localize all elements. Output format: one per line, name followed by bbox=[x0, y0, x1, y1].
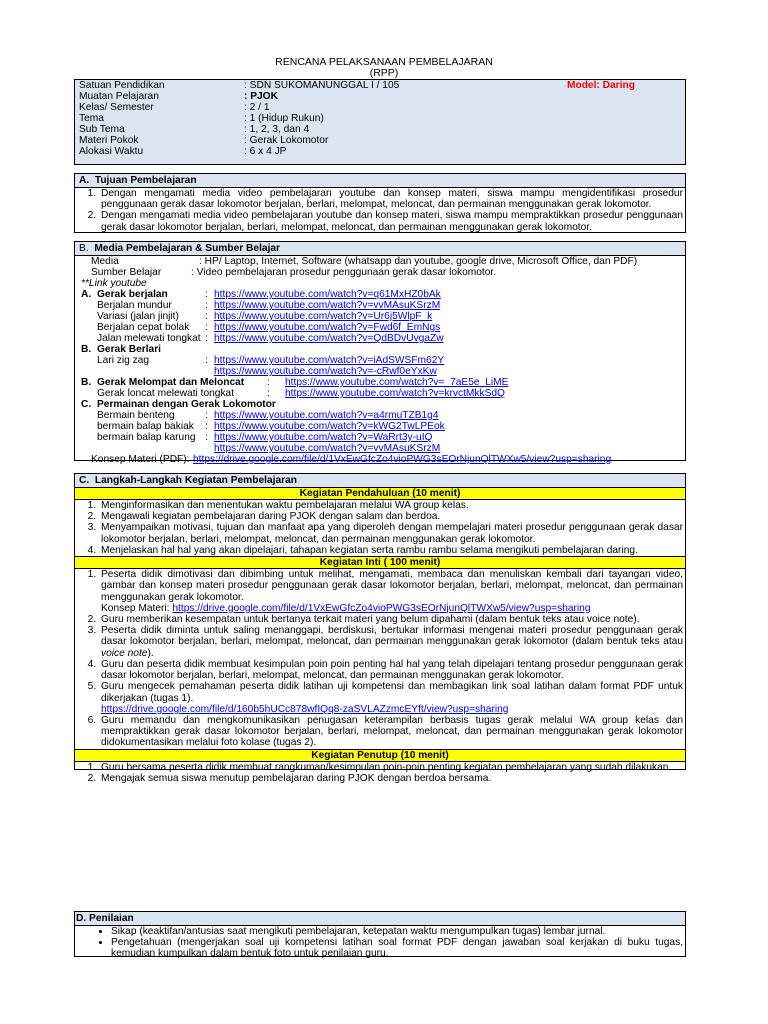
document-subtitle: (RPP) bbox=[369, 67, 399, 79]
group-title: Permainan dengan Gerak Lokomotor bbox=[97, 399, 276, 410]
list-item: 3. Menyampaikan motivasi, tujuan dan manfaat apa yang diperoleh dengan mempelajari materi prosedur penggunaan gerak dasar lokomotor berjalan, berlari, melompat, meloncat, dan permainan menggunakan gerak lokomotor. bbox=[99, 522, 683, 544]
section-penilaian bbox=[74, 911, 686, 960]
youtube-link[interactable]: https://www.youtube.com/watch?v=kWG2TwLPEok bbox=[214, 421, 445, 432]
identity-row bbox=[79, 146, 559, 157]
list-item: 2. Dengan mengamati media video pembelajaran youtube dan konsep materi, siswa mampu mempraktikkan prosedur penggunaan gerak dasar lokomotor berjalan, berlari, melompat, meloncat, dan permainan menggunakan gerak lokomotor. bbox=[99, 210, 683, 232]
list-item: 3. Peserta didik diminta untuk saling menanggapi, berdiskusi, bertukar informasi mengenai materi prosedur penggunaan gerak dasar lokomotor berjalan, berlari, melompat, meloncat, dan permainan menggunakan gerak lokomotor (dalam bentuk teks atau voice note). bbox=[99, 625, 683, 659]
identity-label: Satuan Pendidikan bbox=[79, 80, 165, 91]
pendahuluan-list bbox=[75, 500, 685, 556]
list-item: 1. Peserta didik dimotivasi dan dibimbing untuk melihat, mengamati, membaca dan menuliskan kembali dari tayangan video, gambar dan konsep materi prosedur penggunaan gerak dasar lokomotor berjalan, berlari, melompat, meloncat, dan permainan menggunakan gerak lokomotor. Konsep Materi: https://drive.google.com/file/d/1VxEwGfcZo4vioPWG3sEOrNjunQlTWXw5/view?usp=sharing bbox=[99, 569, 683, 614]
list-item: 2. Mengajak semua siswa menutup pembelajaran daring PJOK dengan berdoa bersama. bbox=[99, 773, 683, 784]
section-media-heading: B. Media Pembelajaran & Sumber Belajar bbox=[75, 242, 685, 256]
youtube-link[interactable]: https://www.youtube.com/watch?v=vvMAsuKSrzM bbox=[214, 300, 441, 311]
list-item: 5. Guru mengecek pemahaman peserta didik latihan uji kompetensi dan membagikan link soal latihan dalam format PDF untuk dikerjakan (tugas 1). https://drive.google.com/file/d/160b5hUCc878wfIQq8-zaSVLAZzmcEYft/view?usp=sharing bbox=[99, 681, 683, 715]
konsep-label: Konsep Materi (PDF): bbox=[91, 454, 190, 465]
penilaian-list bbox=[75, 926, 685, 960]
section-tujuan bbox=[74, 173, 686, 233]
list-item: 1. Guru bersama peserta didik membuat rangkuman/kesimpulan poin-poin penting kegiatan pembelajaran yang sudah dilakukan. bbox=[99, 762, 683, 773]
youtube-link[interactable]: https://www.youtube.com/watch?v=Fwd6f_EmNgs bbox=[214, 322, 441, 333]
identity-label: Muatan Pelajaran bbox=[79, 91, 159, 102]
pendahuluan-heading: Kegiatan Pendahuluan (10 menit) bbox=[75, 487, 685, 500]
identity-box bbox=[74, 79, 686, 165]
document-title: RENCANA PELAKSANAAN PEMBELAJARAN bbox=[275, 56, 493, 68]
section-media: B. Media Pembelajaran & Sumber Belajar Media : HP/ Laptop, Internet, Software (whatsapp dan youtube, google drive, Microsoft Office, dan PDF) Sumber Belajar : Video pembelajaran prosedur penggunaan gerak dasar lokomotor. **Link youtube A. Gerak berjalan : https://www.youtube.com/watch?v=q61MxHZ0bAk Berjalan mundur : https://www.youtube.com/watch?v=vvMAsuKSrzM Variasi (jalan jinjit) : https://www.youtube.com/watch?v=Ur6j5WlpF_k Berjalan cepat bolak : https://www.youtube.com/watch?v=Fwd6f_EmNgs Jalan melewati tongkat : https://www.youtube.com/watch?v=QdBDvUvgaZw B. Gerak Berlari Lari zig zag : https://www.youtube.com/watch?v=iAdSWSFm62Y https://www.youtube.com/watch?v=-cRwf0eYxKw B. Gerak Melompat dan Meloncat : https://www.youtube.com/watch?v=_7aE5e_LiME Gerak loncat melewati tongkat : https://www.youtube.com/watch?v=krvctMkkSdQ C. Permainan dengan Gerak Lokomotor Bermain benteng : https://www.youtube.com/watch?v=a4rmuTZB1g4 bermain balap bakiak : https://www.youtube.com/watch?v=kWG2TwLPEok bermain balap karung : https://www.youtube.com/watch?v=WaRrt3y-uIQ https://www.youtube.com/watch?v=vvMAsuKSrzM Konsep Materi (PDF): https://drive.google.com/file/d/1VxEwGfcZo4vioPWG3sEOrNjunQlTWXw5/view?usp=sharing bbox=[74, 241, 686, 461]
identity-label: Kelas/ Semester bbox=[79, 102, 154, 113]
link-youtube-heading: **Link youtube bbox=[81, 278, 147, 289]
identity-row bbox=[79, 135, 559, 146]
youtube-link[interactable]: https://www.youtube.com/watch?v=iAdSWSFm62Y bbox=[214, 355, 445, 366]
list-item: 4. Menjelaskan hal hal yang akan dipelajari, tahapan kegiatan serta rambu rambu selama mengikuti pembelajaran daring. bbox=[99, 545, 683, 556]
identity-value: : 1, 2, 3, dan 4 bbox=[244, 124, 310, 135]
tugas-link[interactable]: https://drive.google.com/file/d/160b5hUCc878wfIQq8-zaSVLAZzmcEYft/view?usp=sharing bbox=[101, 703, 509, 715]
identity-label: Alokasi Waktu bbox=[79, 146, 144, 157]
identity-row bbox=[79, 102, 559, 113]
penutup-list bbox=[75, 762, 685, 784]
penutup-heading: Kegiatan Penutup (10 menit) bbox=[75, 749, 685, 762]
tujuan-list bbox=[75, 188, 685, 233]
sumber-label: Sumber Belajar bbox=[91, 267, 162, 278]
youtube-link[interactable]: https://www.youtube.com/watch?v=a4rmuTZB1g4 bbox=[214, 410, 439, 421]
identity-row bbox=[79, 124, 559, 135]
youtube-link[interactable]: https://www.youtube.com/watch?v=_7aE5e_LiME bbox=[285, 377, 509, 388]
sumber-value: : Video pembelajaran prosedur penggunaan gerak dasar lokomotor. bbox=[191, 267, 497, 278]
youtube-link[interactable]: https://www.youtube.com/watch?v=QdBDvUvgaZw bbox=[214, 333, 444, 344]
youtube-link[interactable]: https://www.youtube.com/watch?v=Ur6j5WlpF_k bbox=[214, 311, 433, 322]
identity-row bbox=[79, 91, 559, 102]
identity-label: Tema bbox=[79, 113, 104, 124]
identity-value: : Gerak Lokomotor bbox=[244, 135, 329, 146]
konsep-materi-link[interactable]: https://drive.google.com/file/d/1VxEwGfcZo4vioPWG3sEOrNjunQlTWXw5/view?usp=sharing bbox=[172, 602, 591, 614]
identity-value: : 6 x 4 JP bbox=[244, 146, 287, 157]
konsep-materi-link[interactable]: https://drive.google.com/file/d/1VxEwGfcZo4vioPWG3sEOrNjunQlTWXw5/view?usp=sharing bbox=[193, 454, 612, 465]
list-item: 1. Dengan mengamati media video pembelajaran youtube dan konsep materi, siswa mampu mengidentifikasi prosedur penggunaan gerak dasar lokomotor berjalan, berlari, melompat, meloncat, dan permainan menggunakan gerak lokomotor. bbox=[99, 188, 683, 210]
group-title: Gerak berjalan bbox=[97, 289, 168, 300]
inti-list bbox=[75, 569, 685, 749]
group-title: Gerak Melompat dan Meloncat bbox=[97, 377, 245, 388]
section-tujuan-heading: A. Tujuan Pembelajaran bbox=[75, 174, 685, 188]
list-item: • Pengetahuan (mengerjakan soal uji kompetensi latihan soal format PDF dengan jawaban soal kerjakan di buku tugas, kemudian kumpulkan dalam bentuk foto untuk penilaian guru. bbox=[111, 937, 683, 959]
youtube-link[interactable]: https://www.youtube.com/watch?v=q61MxHZ0bAk bbox=[214, 289, 441, 300]
identity-value: : 1 (Hidup Rukun) bbox=[244, 113, 324, 124]
youtube-link[interactable]: https://www.youtube.com/watch?v=krvctMkkSdQ bbox=[285, 388, 505, 399]
section-langkah bbox=[74, 473, 686, 784]
youtube-link[interactable]: https://www.youtube.com/watch?v=WaRrt3y-uIQ bbox=[214, 432, 433, 443]
media-value: : HP/ Laptop, Internet, Software (whatsapp dan youtube, google drive, Microsoft Office, dan PDF) bbox=[199, 256, 638, 267]
youtube-link[interactable]: https://www.youtube.com/watch?v=vvMAsuKSrzM bbox=[214, 443, 441, 454]
list-item: 2. Mengawali kegiatan pembelajaran daring PJOK dengan salam dan berdoa. bbox=[99, 511, 683, 522]
section-langkah-heading: C. Langkah-Langkah Kegiatan Pembelajaran bbox=[75, 474, 685, 487]
group-title: Gerak Berlari bbox=[97, 344, 161, 355]
identity-value: : SDN SUKOMANUNGGAL I / 105 bbox=[244, 80, 400, 91]
identity-value: : PJOK bbox=[244, 91, 278, 102]
inti-heading: Kegiatan Inti ( 100 menit) bbox=[75, 556, 685, 569]
list-item: 2. Guru memberikan kesempatan untuk bertanya terkait materi yang belum dipahami (dalam bentuk teks atau voice note). bbox=[99, 614, 683, 625]
identity-label: Sub Tema bbox=[79, 124, 125, 135]
identity-row bbox=[79, 113, 559, 124]
identity-value: : 2 / 1 bbox=[244, 102, 270, 113]
media-label: Media bbox=[91, 256, 119, 267]
youtube-link[interactable]: https://www.youtube.com/watch?v=-cRwf0eYxKw bbox=[214, 366, 437, 377]
section-penilaian-heading: D. Penilaian bbox=[75, 912, 685, 926]
model-label: Model: Daring bbox=[567, 80, 635, 91]
list-item: 4. Guru dan peserta didik membuat kesimpulan poin poin penting hal hal yang telah dipelajari tentang prosedur penggunaan gerak dasar lokomotor berjalan, berlari, melompat, meloncat, dan permainan menggunakan gerak lokomotor. bbox=[99, 659, 683, 681]
list-item: 1. Menginformasikan dan menentukan waktu pembelajaran melalui WA group kelas. bbox=[99, 500, 683, 511]
list-item: • Sikap (keaktifan/antusias saat mengikuti pembelajaran, ketepatan waktu mengumpulkan tugas) lembar jurnal. bbox=[111, 926, 683, 937]
list-item: 6. Guru memandu dan mengkomunikasikan penugasan keterampilan berbasis tugas gerak melalui WA group kelas dan mempraktikkan gerak dasar lokomotor berjalan, berlari, melompat, meloncat, dan permainan menggunakan gerak lokomotor didokumentasikan melalui foto kolase (tugas 2). bbox=[99, 715, 683, 749]
identity-label: Materi Pokok bbox=[79, 135, 139, 146]
